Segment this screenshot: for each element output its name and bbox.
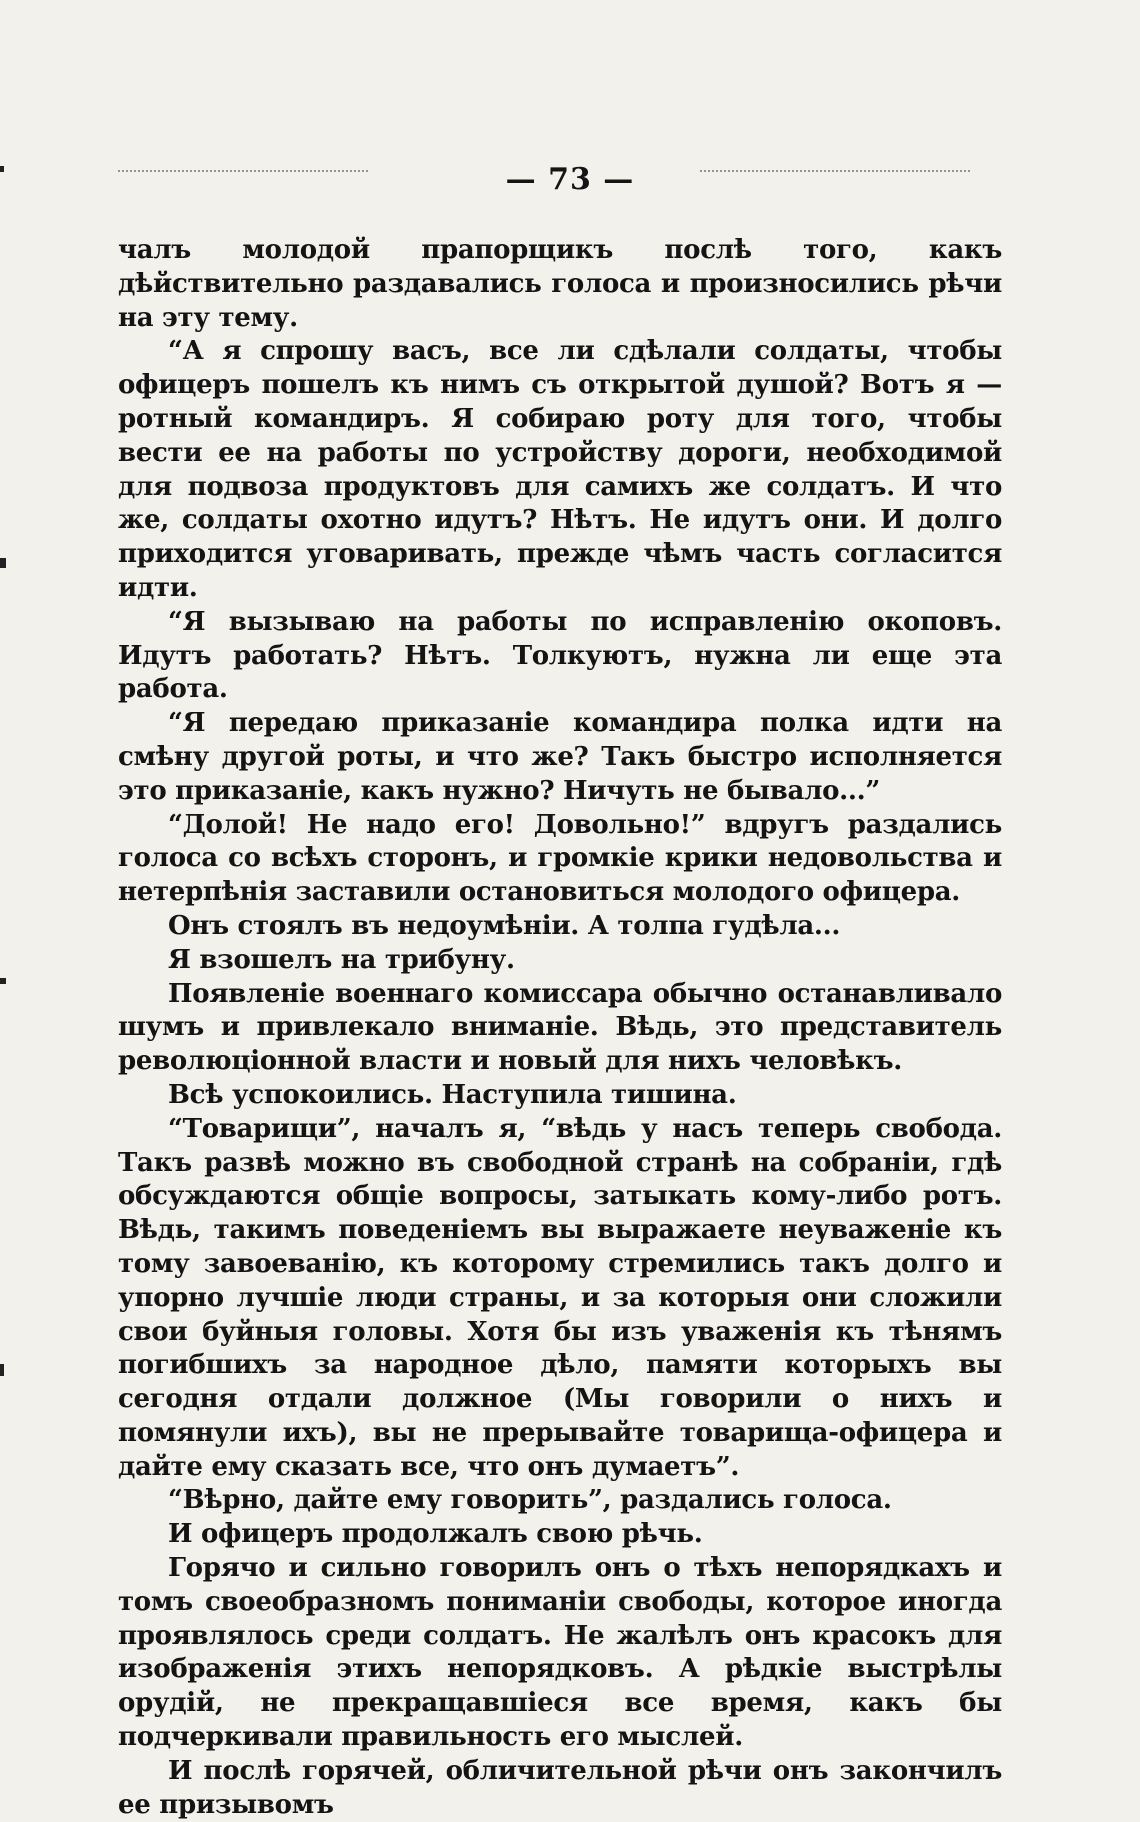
scan-margin-mark [0, 978, 6, 984]
scan-margin-mark [0, 558, 6, 568]
paragraph: И офицеръ продолжалъ свою рѣчь. [168, 1519, 703, 1550]
paragraph: Онъ стоялъ въ недоумѣніи. А толпа гудѣла... [168, 910, 841, 941]
paragraph: “Вѣрно, дайте ему говорить”, раздались голоса. [168, 1485, 892, 1516]
paragraph: “Я передаю приказаніе командира полка идти на смѣну другой роты, и что же? Такъ быстро исполняется это приказаніе, какъ нужно? Ничуть не бывало...” [118, 708, 1002, 806]
paragraph: чалъ молодой прапорщикъ послѣ того, какъ дѣйствительно раздавались голоса и произносились рѣчи на эту тему. [118, 235, 1002, 333]
paragraph: И послѣ горячей, обличительной рѣчи онъ закончилъ ее призывомъ [118, 1755, 1002, 1820]
scan-margin-mark [0, 1364, 4, 1376]
paragraph: Горячо и сильно говорилъ онъ о тѣхъ непорядкахъ и томъ своеобразномъ пониманіи свободы, которое иногда проявлялось среди солдатъ. Не жалѣлъ онъ красокъ для изображенія этихъ непорядковъ. А рѣдкіе выстрѣлы орудій, не прекращавшіеся все время, какъ бы подчеркивали правильность его мыслей. [118, 1553, 1002, 1753]
paragraph: Я взошелъ на трибуну. [168, 944, 515, 975]
paragraph: “Долой! Не надо его! Довольно!” вдругъ раздались голоса со всѣхъ сторонъ, и громкіе крики недовольства и нетерпѣнія заставили остановиться молодого офицера. [118, 809, 1002, 908]
body-text [118, 234, 1002, 1822]
paragraph: “Товарищи”, началъ я, “вѣдь у насъ теперь свобода. Такъ развѣ можно въ свободной странѣ на собраніи, гдѣ обсуждаются общіе вопросы, затыкать кому-либо ротъ. Вѣдь, такимъ поведеніемъ вы выражаете неуваженіе къ тому завоеванію, къ которому стремились такъ долго и упорно лучшіе люди страны, и за которыя они сложили свои буйныя головы. Хотя бы изъ уваженія къ тѣнямъ погибшихъ за народное дѣло, памяти которыхъ вы сегодня отдали должное (Мы говорили о нихъ и помянули ихъ), вы не прерывайте товарища-офицера и дайте ему сказать все, что онъ думаетъ”. [118, 1113, 1002, 1482]
paragraph: “Я вызываю на работы по исправленію окоповъ. Идутъ работать? Нѣтъ. Толкуютъ, нужна ли еще эта работа. [118, 606, 1002, 705]
page-number: — 73 — [505, 162, 635, 197]
paragraph: Всѣ успокоились. Наступила тишина. [168, 1079, 737, 1110]
paragraph: “А я спрошу васъ, все ли сдѣлали солдаты, чтобы офицеръ пошелъ къ нимъ съ открытой душой? Вотъ я — ротный командиръ. Я собираю роту для того, чтобы вести ее на работы по устройству дороги, необходимой для подвоза продуктовъ для самихъ же солдатъ. И что же, солдаты охотно идутъ? Нѣтъ. Не идутъ они. И долго приходится уговаривать, прежде чѣмъ часть согласится идти. [118, 336, 1002, 603]
paragraph: Появленіе военнаго комиссара обычно останавливало шумъ и привлекало вниманіе. Вѣдь, это представитель революціонной власти и новый для нихъ человѣкъ. [118, 978, 1002, 1077]
